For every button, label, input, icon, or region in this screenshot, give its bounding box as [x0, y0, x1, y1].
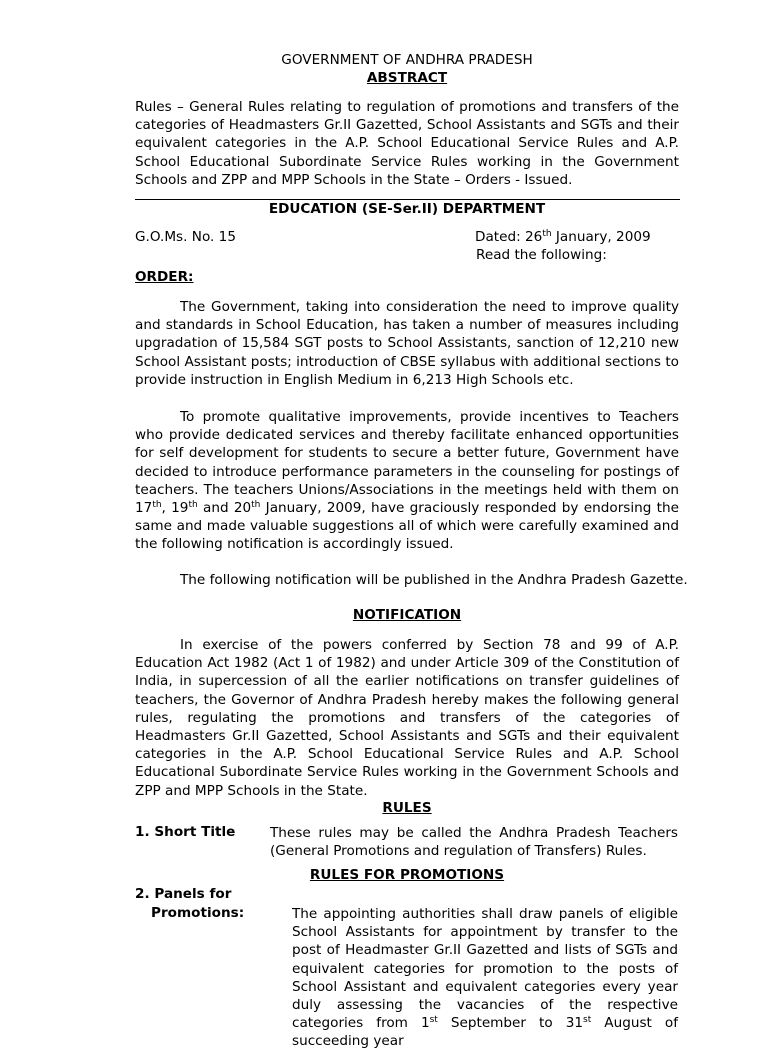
- department-heading: EDUCATION (SE-Ser.II) DEPARTMENT: [268, 201, 546, 217]
- order-heading: ORDER:: [135, 269, 194, 285]
- rule-1-text: These rules may be called the Andhra Pradesh Teachers (General Promotions and regulation of Transfers) Rules.: [270, 825, 678, 860]
- notification-paragraph: In exercise of the powers conferred by Section 78 and 99 of A.P. Education Act 1982 (Act 1 of 1982) and under Article 309 of the Constitution of India, in supercession of all the earlier notifications on transfer guidelines of teachers, the Governor of Andhra Pradesh hereby makes the following general rules, regulating the promotions and transfers of the categories of Headmasters Gr.II Gazetted, School Assistants and SGTs and their equivalent categories in the A.P. School Educational Service Rules and A.P. School Educational Subordinate Service Rules working in the Government Schools and ZPP and MPP Schools in the State.: [135, 637, 679, 799]
- abstract-heading: ABSTRACT: [366, 70, 448, 86]
- go-number: G.O.Ms. No. 15: [135, 229, 236, 245]
- rule-2-label-line-2: Promotions:: [151, 905, 245, 921]
- order-paragraph-2: To promote qualitative improvements, provide incentives to Teachers who provide dedicated services and thereby facilitate enhanced opportunities for self development for students to secure a better future, Government have decided to introduce performance parameters in the counseling for postings of teachers. The teachers Unions/Associations in the meetings held with them on 17th, 19th and 20th January, 2009, have graciously responded by endorsing the same and made valuable suggestions all of which were carefully examined and the following notification is accordingly issued.: [135, 409, 679, 553]
- subject-paragraph: [135, 98, 679, 189]
- promotions-heading: RULES FOR PROMOTIONS: [309, 867, 505, 883]
- rule-2-label-line-1: 2. Panels for: [135, 886, 232, 902]
- subject-text: Rules – General Rules relating to regulation of promotions and transfers of the categories of Headmasters Gr.II Gazetted, School Assistants and SGTs and their equivalent categories in the A.P. School Educational Service Rules and A.P. School Educational Subordinate Service Rules working in the Government Schools and ZPP and MPP Schools in the State – Orders - Issued.: [135, 99, 679, 188]
- rule-2-text: The appointing authorities shall draw panels of eligible School Assistants for appointment by transfer to the post of Headmaster Gr.II Gazetted and lists of SGTs and equivalent categories for promotion to the posts of School Assistant and equivalent categories every year duly assessing the vacancies of the respective categories from 1st September to 31st August of succeeding year: [292, 906, 678, 1050]
- horizontal-divider: [135, 199, 680, 200]
- order-paragraph-1: The Government, taking into consideration the need to improve quality and standards in School Education, has taken a number of measures including upgradation of 15,584 SGT posts to School Assistants, sanction of 12,210 new School Assistant posts; introduction of CBSE syllabus with additional sections to provide instruction in English Medium in 6,213 High Schools etc.: [135, 299, 679, 388]
- go-date: Dated: 26th January, 2009: [475, 229, 651, 245]
- government-title: GOVERNMENT OF ANDHRA PRADESH: [281, 52, 533, 68]
- read-following: Read the following:: [476, 247, 607, 263]
- rule-1-label: 1. Short Title: [135, 824, 236, 840]
- notification-heading: NOTIFICATION: [352, 607, 462, 623]
- rules-heading: RULES: [382, 800, 432, 816]
- gazette-sentence: The following notification will be published in the Andhra Pradesh Gazette.: [180, 572, 688, 588]
